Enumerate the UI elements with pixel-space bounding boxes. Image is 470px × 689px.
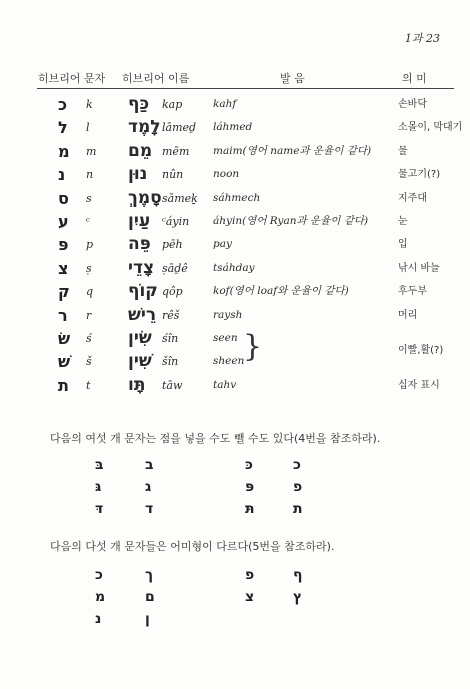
pronunciation: kahf [213,98,237,110]
header-name: 히브리어 이름 [122,72,190,85]
table-row [0,187,470,210]
name-romanized: ᶜáyin [162,215,190,228]
table-row [0,163,470,186]
name-romanized: ṣāḏê [162,261,188,275]
hebrew-letter: צ [58,258,69,278]
table-row [0,304,470,327]
pronunciation: pay [213,238,232,251]
transliteration: s [86,191,92,205]
hebrew-name: נוּן [128,164,148,185]
transliteration: m [86,144,97,158]
dagesh-letter: ג [145,479,152,495]
name-romanized: pēh [162,238,183,252]
final-form-letter: ך [145,567,154,583]
table-row [0,257,470,280]
transliteration: t [86,378,91,392]
transliteration: ṣ [86,261,92,275]
hebrew-name: קוֹף [128,281,158,302]
hebrew-name: לָמֶד [128,117,161,138]
header-rule [37,88,454,89]
dagesh-letter: תּ [245,501,255,517]
header-meaning: 의 미 [402,72,427,85]
table-row [0,374,470,397]
dagesh-letter: פ [293,479,303,495]
pronunciation: láhmed [213,121,253,134]
hebrew-letter: ס [58,188,69,208]
hebrew-name: עַיִן [128,211,151,231]
hebrew-letter: שׂ [58,329,71,348]
name-romanized: qôp [162,285,183,299]
hebrew-letter: ת [58,375,69,395]
dagesh-letter: דּ [95,501,104,517]
final-form-letter: פ [245,567,255,583]
hebrew-name: שִׁין [128,351,152,372]
transliteration: ś [86,332,92,345]
meaning: 십자 표시 [398,379,440,391]
final-form-letter: כ [95,567,103,583]
table-row [0,210,470,233]
name-romanized: kap [162,98,183,111]
header-pronunciation: 발 음 [280,72,305,85]
hebrew-letter: ר [58,305,68,325]
hebrew-name: סָמֶךְ [128,187,162,208]
final-form-letter: ף [293,567,303,583]
table-row [0,233,470,256]
meaning: 지주대 [398,192,427,204]
transliteration: n [86,168,94,182]
hebrew-letter: ק [58,282,70,302]
hebrew-name: פֵּה [128,234,151,255]
pronunciation: raysh [213,308,243,321]
dagesh-letter: ב [145,457,154,473]
pronunciation: tsáhday [213,261,255,274]
final-form-letter: ן [145,611,150,627]
name-romanized: śîn [162,332,179,345]
pronunciation: seen [213,332,238,344]
transliteration: š [86,355,92,369]
name-romanized: mēm [162,144,190,158]
pronunciation: noon [213,168,240,181]
meaning: 물고기(?) [398,169,441,181]
table-row [0,116,470,139]
meaning: 소몰이, 막대기 [398,122,463,134]
table-row [0,140,470,163]
shin-brace: } [243,329,263,364]
hebrew-letter: כ [58,95,68,114]
meaning: 손바닥 [398,99,427,110]
note-dagesh: 다음의 여섯 개 문자는 점을 넣을 수도 뺄 수도 있다(4번을 참조하라). [50,432,381,445]
name-romanized: šîn [162,355,179,369]
hebrew-letter: פּ [58,235,69,255]
pronunciation: áhyin(영어 Ryan과 운율이 같다) [213,215,369,227]
name-romanized: rêš [162,308,180,322]
hebrew-name: צָדֵי [128,257,155,278]
pronunciation: sáhmech [213,191,261,204]
name-romanized: lāmeḏ [162,121,197,135]
name-romanized: sāmeḵ [162,191,198,205]
dagesh-letter: ד [145,501,154,517]
hebrew-name: כַּף [128,94,150,114]
dagesh-letter: גּ [95,479,102,495]
dagesh-letter: ת [293,501,303,517]
meaning: 입 [398,239,408,251]
hebrew-name: תָּו [128,374,146,395]
hebrew-letter: ע [58,212,69,231]
name-romanized: tāw [162,378,183,392]
meaning: 후두부 [398,286,427,298]
hebrew-letter: נ [58,165,66,185]
name-romanized: nûn [162,168,184,182]
transliteration: ᶜ [86,215,90,228]
table-row [0,93,470,116]
transliteration: q [86,285,94,299]
final-form-letter: צ [245,589,255,605]
dagesh-letter: פּ [245,479,255,495]
dagesh-letter: כּ [245,457,253,473]
pronunciation: maim(영어 name과 운율이 같다) [213,144,372,157]
pronunciation: kof(영어 loaf와 운율이 같다) [213,285,349,298]
meaning: 눈 [398,216,408,227]
final-form-letter: נ [95,611,102,627]
transliteration: k [86,98,93,111]
dagesh-letter: כ [293,457,301,473]
final-form-letter: ץ [293,589,303,605]
hebrew-name: שִׂין [128,328,152,348]
hebrew-letter: ל [58,118,68,138]
meaning: 물 [398,145,408,157]
hebrew-letter: מ [58,141,70,161]
final-form-letter: מ [95,589,106,605]
pronunciation: sheen [213,355,245,368]
dagesh-letter: בּ [95,457,104,473]
transliteration: p [86,238,94,252]
table-row [0,280,470,303]
meaning: 이빨,활(?) [398,345,444,357]
hebrew-letter: שׁ [58,352,71,372]
meaning: 머리 [398,309,418,321]
header-letter: 히브리어 문자 [38,72,106,85]
transliteration: l [86,121,90,135]
table-row [0,345,470,373]
transliteration: r [86,308,92,322]
page-number: 1과 23 [404,32,440,45]
pronunciation: tahv [213,378,237,391]
meaning: 낚시 바늘 [398,262,440,274]
note-final-forms: 다음의 다섯 개 문자들은 어미형이 다르다(5번을 참조하라). [50,540,335,553]
hebrew-name: מֵם [128,140,153,161]
hebrew-name: רֵישׁ [128,304,157,325]
final-form-letter: ם [145,589,155,605]
